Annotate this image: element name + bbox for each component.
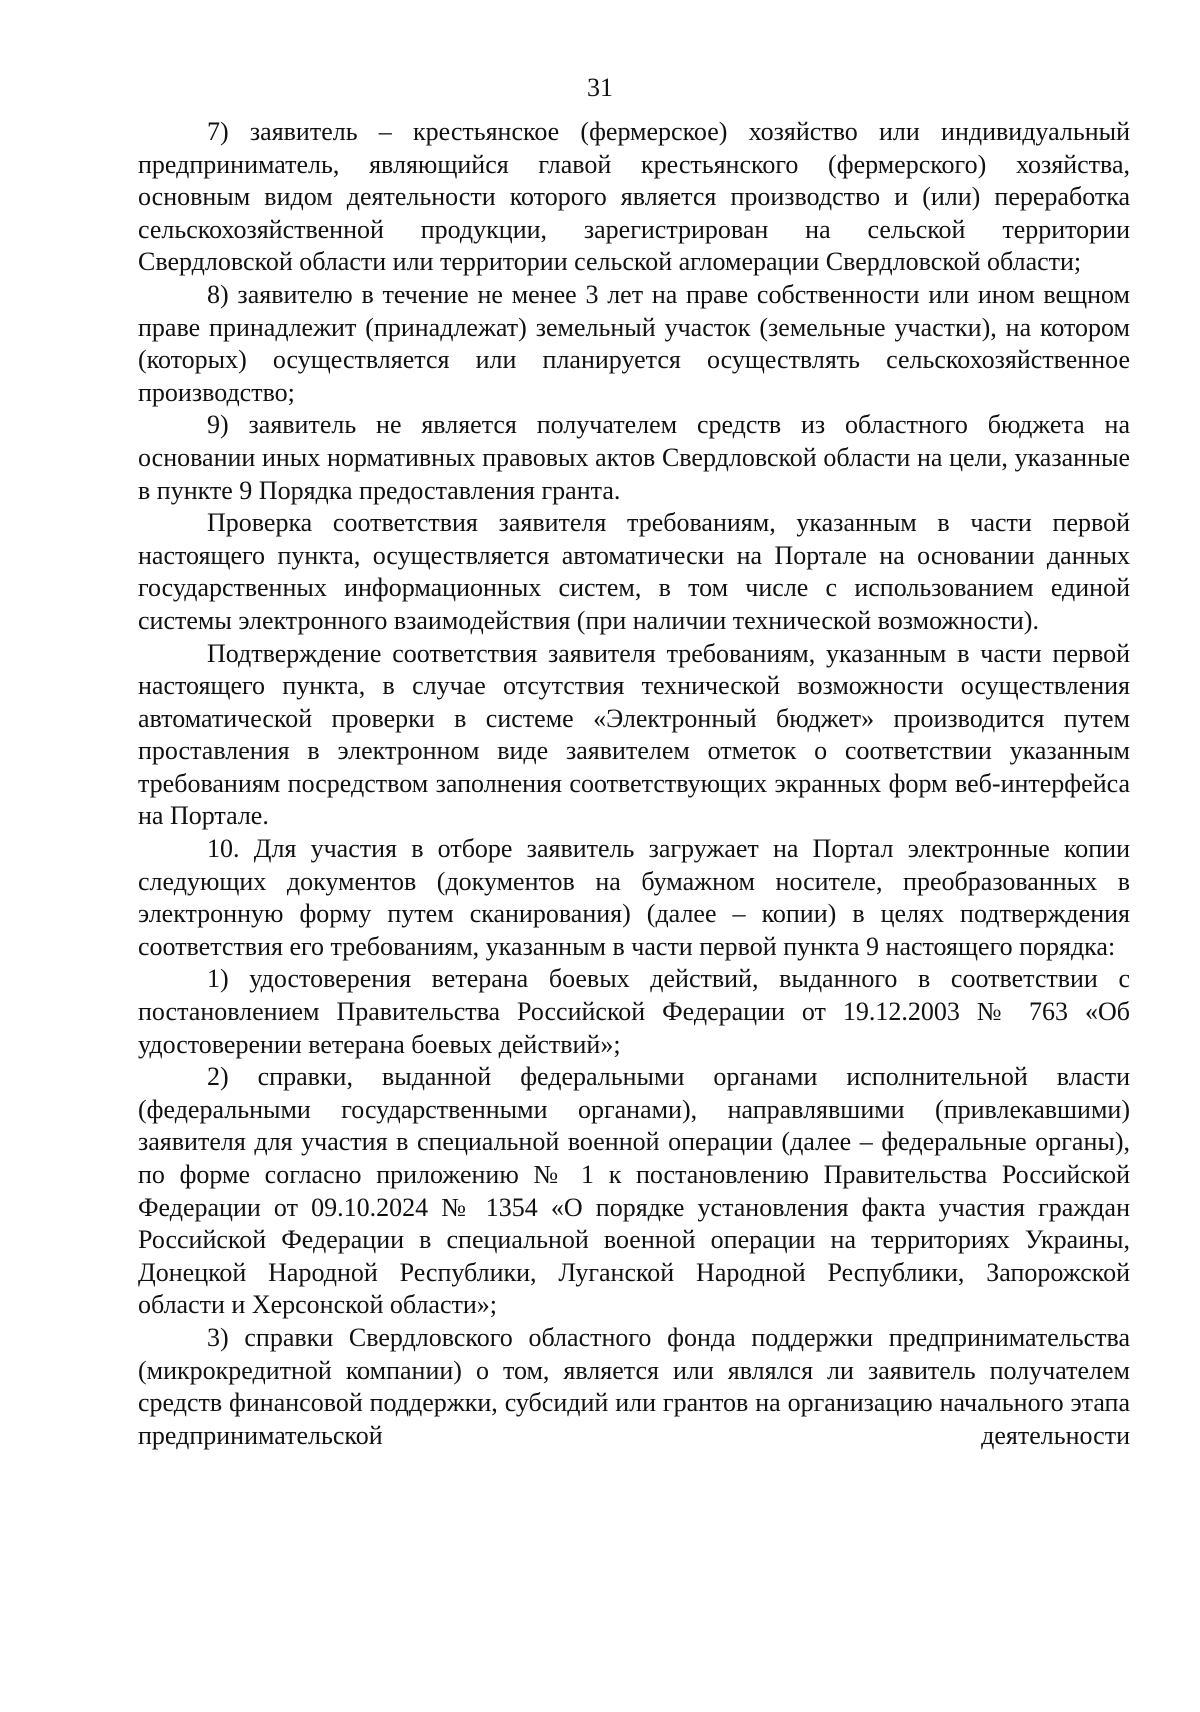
paragraph-doc-1: 1) удостоверения ветерана боевых действий, выданного в соответствии с постановлением Правительства Российской Федерации от 19.12.2003 № 763 «Об удостоверении ветерана боевых действий»;	[138, 964, 1130, 1059]
document-body	[138, 116, 1130, 1452]
paragraph-item-8: 8) заявителю в течение не менее 3 лет на праве собственности или ином вещном праве принадлежит (принадлежат) земельный участок (земельные участки), на котором (которых) осуществляется или планируется осуществлять сельскохозяйственное производство;	[138, 279, 1130, 407]
paragraph-confirmation: Подтверждение соответствия заявителя требованиям, указанным в части первой настоящего пункта, в случае отсутствия технической возможности осуществления автоматической проверки в системе «Электронный бюджет» производится путем проставления в электронном виде заявителем отметок о соответствии указанным требованиям посредством заполнения соответствующих экранных форм веб-интерфейса на Портале.	[138, 638, 1130, 831]
paragraph-doc-3: 3) справки Свердловского областного фонда поддержки предпринимательства (микрокредитной компании) о том, является или являлся ли заявитель получателем средств финансовой поддержки, субсидий или грантов на организацию начального этапа предпринимательской деятельности	[138, 1322, 1130, 1450]
paragraph-item-7: 7) заявитель – крестьянское (фермерское) хозяйство или индивидуальный предприниматель, являющийся главой крестьянского (фермерского) хозяйства, основным видом деятельности которого является производство и (или) переработка сельскохозяйственной продукции, зарегистрирован на сельской территории Свердловской области или территории сельской агломерации Свердловской области;	[138, 117, 1130, 277]
paragraph-doc-2: 2) справки, выданной федеральными органами исполнительной власти (федеральными государственными органами), направлявшими (привлекавшими) заявителя для участия в специальной военной операции (далее – федеральные органы), по форме согласно приложению № 1 к постановлению Правительства Российской Федерации от 09.10.2024 № 1354 «О порядке установления факта участия граждан Российской Федерации в специальной военной операции на территориях Украины, Донецкой Народной Республики, Луганской Народной Республики, Запорожской области и Херсонской области»;	[138, 1062, 1130, 1320]
paragraph-point-10: 10. Для участия в отборе заявитель загружает на Портал электронные копии следующих документов (документов на бумажном носителе, преобразованных в электронную форму путем сканирования) (далее – копии) в целях подтверждения соответствия его требованиям, указанным в части первой пункта 9 настоящего порядка:	[138, 834, 1130, 961]
page-number: 31	[587, 73, 613, 102]
paragraph-item-9: 9) заявитель не является получателем средств из областного бюджета на основании иных нормативных правовых актов Свердловской области на цели, указанные в пункте 9 Порядка предоставления гранта.	[138, 410, 1130, 505]
paragraph-verification: Проверка соответствия заявителя требованиям, указанным в части первой настоящего пункта, осуществляется автоматически на Портале на основании данных государственных информационных систем, в том числе с использованием единой системы электронного взаимодействия (при наличии технической возможности).	[138, 508, 1130, 635]
